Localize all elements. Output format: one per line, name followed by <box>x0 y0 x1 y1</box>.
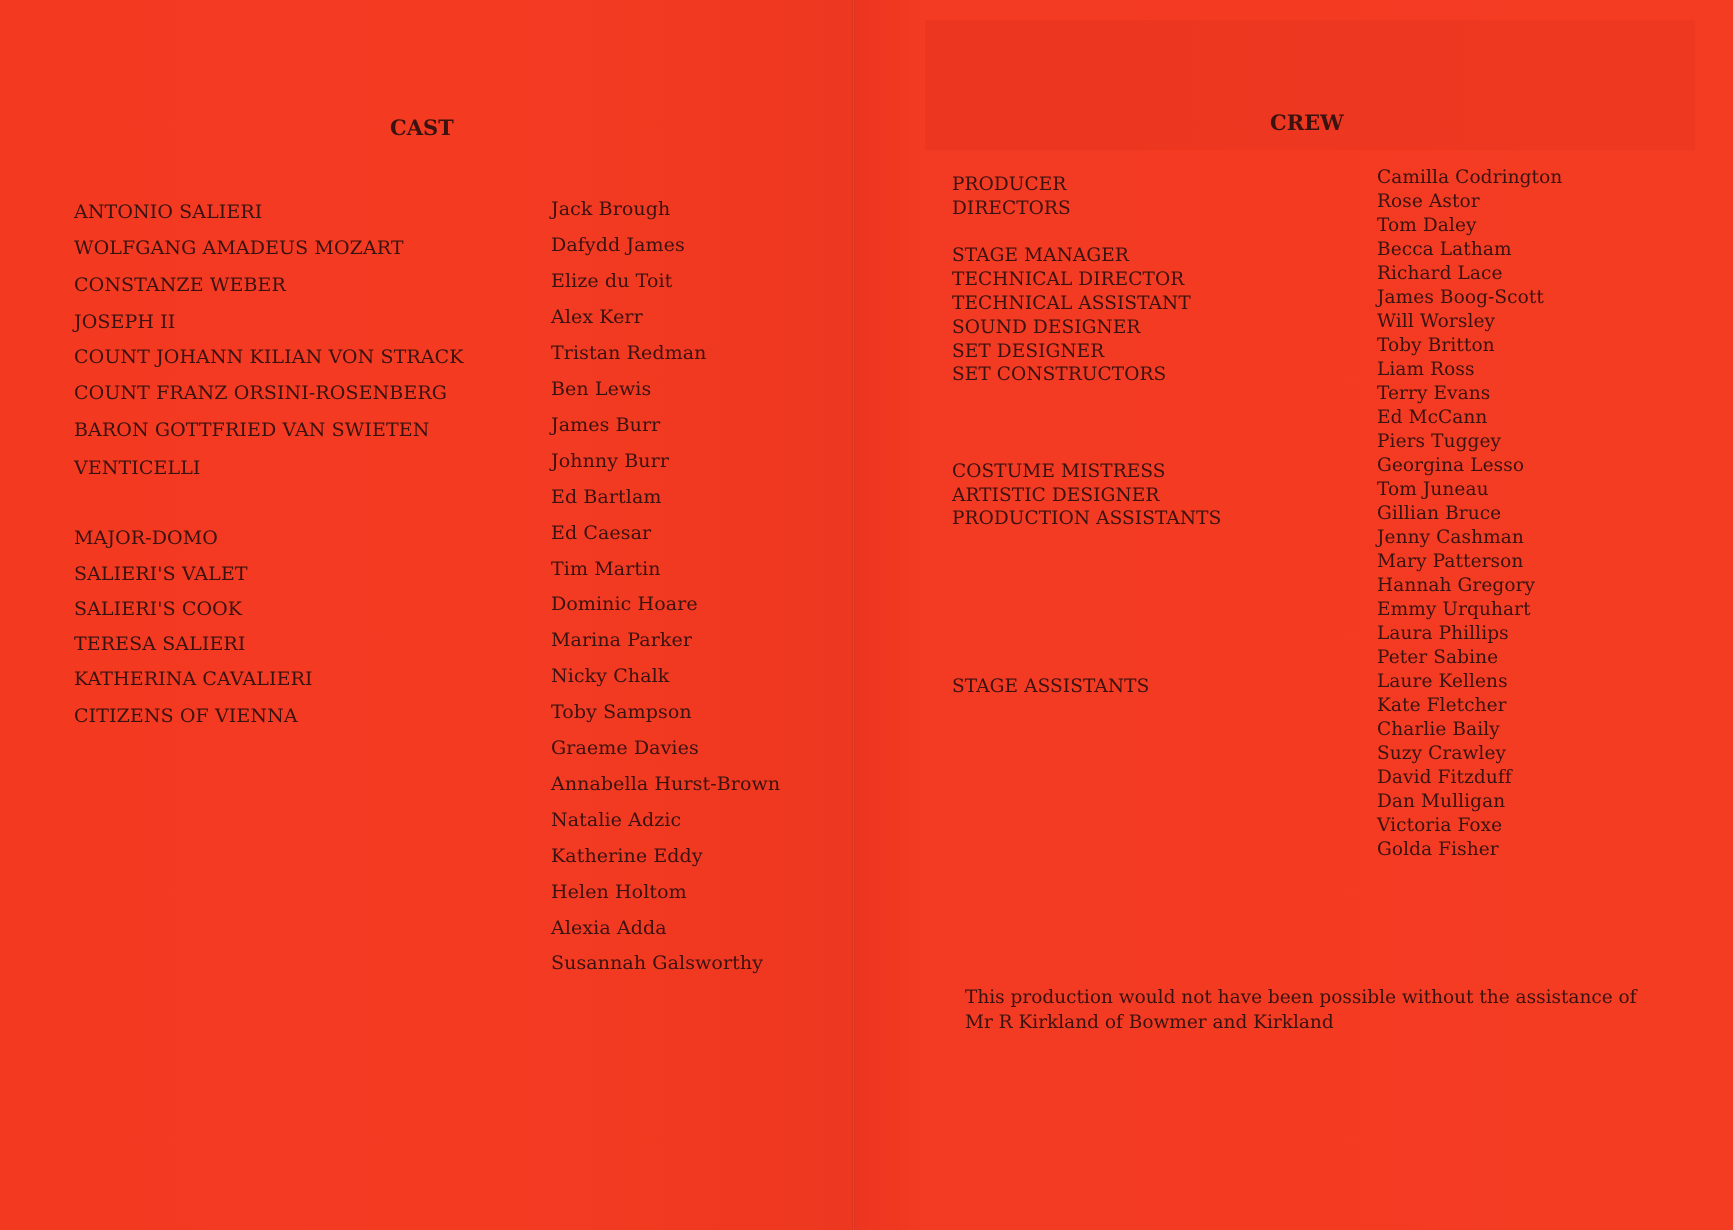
cast-role: KATHERINA CAVALIERI <box>74 668 313 690</box>
crew-member: Suzy Crawley <box>1377 743 1507 764</box>
crew-member: Mary Patterson <box>1377 551 1524 572</box>
crew-member: Charlie Baily <box>1377 719 1500 740</box>
crew-heading: CREW <box>1270 110 1344 135</box>
crew-role: COSTUME MISTRESS <box>952 461 1166 482</box>
crew-role: SOUND DESIGNER <box>952 317 1141 338</box>
crew-member: James Boog-Scott <box>1377 287 1544 308</box>
cast-actor: Natalie Adzic <box>551 809 682 831</box>
cast-role: CONSTANZE WEBER <box>74 274 286 296</box>
cast-actor: Ed Caesar <box>551 522 652 544</box>
crew-member: Becca Latham <box>1377 239 1512 260</box>
cast-actor: Katherine Eddy <box>551 845 703 867</box>
crew-role: SET DESIGNER <box>952 341 1105 362</box>
crew-role: ARTISTIC DESIGNER <box>952 485 1160 506</box>
acknowledgement-note <box>965 985 1665 1035</box>
acknowledgement-line-2: Mr R Kirkland of Bowmer and Kirkland <box>965 1012 1334 1033</box>
cast-actor: Ed Bartlam <box>551 486 662 508</box>
crew-member: Georgina Lesso <box>1377 455 1525 476</box>
crew-role: SET CONSTRUCTORS <box>952 364 1167 385</box>
crew-member: Peter Sabine <box>1377 647 1499 668</box>
crew-member: Laura Phillips <box>1377 623 1509 644</box>
cast-actor: Tristan Redman <box>551 342 707 364</box>
crew-member: Ed McCann <box>1377 407 1488 428</box>
cast-role: WOLFGANG AMADEUS MOZART <box>74 237 404 259</box>
cast-actor: Graeme Davies <box>551 737 699 759</box>
crew-member: Tom Juneau <box>1377 479 1489 500</box>
cast-role: MAJOR-DOMO <box>74 527 218 549</box>
cast-actor: Annabella Hurst-Brown <box>551 773 781 795</box>
crew-member: Will Worsley <box>1377 311 1496 332</box>
cast-role: JOSEPH II <box>74 311 176 333</box>
cast-actor: Susannah Galsworthy <box>551 952 764 974</box>
cast-heading: CAST <box>390 115 454 140</box>
cast-actor: Alexia Adda <box>551 917 667 939</box>
cast-actor: Alex Kerr <box>551 306 643 328</box>
crew-member: Dan Mulligan <box>1377 791 1506 812</box>
crew-role: STAGE ASSISTANTS <box>952 676 1150 697</box>
cast-actor: Tim Martin <box>551 558 661 580</box>
crew-role: PRODUCTION ASSISTANTS <box>952 508 1222 529</box>
crew-member: Jenny Cashman <box>1377 527 1524 548</box>
crew-role: DIRECTORS <box>952 198 1071 219</box>
cast-role: ANTONIO SALIERI <box>74 201 263 223</box>
crew-role: PRODUCER <box>952 174 1067 195</box>
cast-actor: Dominic Hoare <box>551 593 698 615</box>
cast-role: COUNT FRANZ ORSINI-ROSENBERG <box>74 382 448 404</box>
cast-actor: Helen Holtom <box>551 881 687 903</box>
cast-actor: Elize du Toit <box>551 270 673 292</box>
crew-member: Victoria Foxe <box>1377 815 1503 836</box>
crew-member: Laure Kellens <box>1377 671 1508 692</box>
cast-role: SALIERI'S VALET <box>74 563 248 585</box>
crew-role: STAGE MANAGER <box>952 245 1129 266</box>
crew-member: Rose Astor <box>1377 191 1480 212</box>
crew-member: Terry Evans <box>1377 383 1491 404</box>
cast-role: SALIERI'S COOK <box>74 598 243 620</box>
crew-member: Gillian Bruce <box>1377 503 1502 524</box>
crew-member: Toby Britton <box>1377 335 1495 356</box>
page-fold <box>852 0 855 1230</box>
cast-actor: James Burr <box>551 414 661 436</box>
crew-member: Camilla Codrington <box>1377 167 1563 188</box>
crew-role: TECHNICAL DIRECTOR <box>952 269 1185 290</box>
crew-member: Liam Ross <box>1377 359 1475 380</box>
crew-member: Piers Tuggey <box>1377 431 1502 452</box>
cast-actor: Marina Parker <box>551 629 693 651</box>
cast-actor: Jack Brough <box>551 198 671 220</box>
cast-role: CITIZENS OF VIENNA <box>74 705 298 727</box>
cast-actor: Nicky Chalk <box>551 665 670 687</box>
cast-actor: Toby Sampson <box>551 701 692 723</box>
crew-role: TECHNICAL ASSISTANT <box>952 293 1191 314</box>
crew-member: David Fitzduff <box>1377 767 1512 788</box>
crew-member: Kate Fletcher <box>1377 695 1507 716</box>
acknowledgement-line-1: This production would not have been possible without the assistance of <box>965 987 1637 1008</box>
cast-actor: Ben Lewis <box>551 378 652 400</box>
crew-member: Emmy Urquhart <box>1377 599 1531 620</box>
crew-member: Richard Lace <box>1377 263 1503 284</box>
cast-role: TERESA SALIERI <box>74 633 246 655</box>
cast-role: COUNT JOHANN KILIAN VON STRACK <box>74 346 464 368</box>
cast-role: BARON GOTTFRIED VAN SWIETEN <box>74 419 430 441</box>
cast-role: VENTICELLI <box>74 457 201 479</box>
cast-actor: Dafydd James <box>551 234 685 256</box>
crew-member: Golda Fisher <box>1377 839 1499 860</box>
cast-actor: Johnny Burr <box>551 450 670 472</box>
crew-member: Hannah Gregory <box>1377 575 1536 596</box>
crew-member: Tom Daley <box>1377 215 1477 236</box>
